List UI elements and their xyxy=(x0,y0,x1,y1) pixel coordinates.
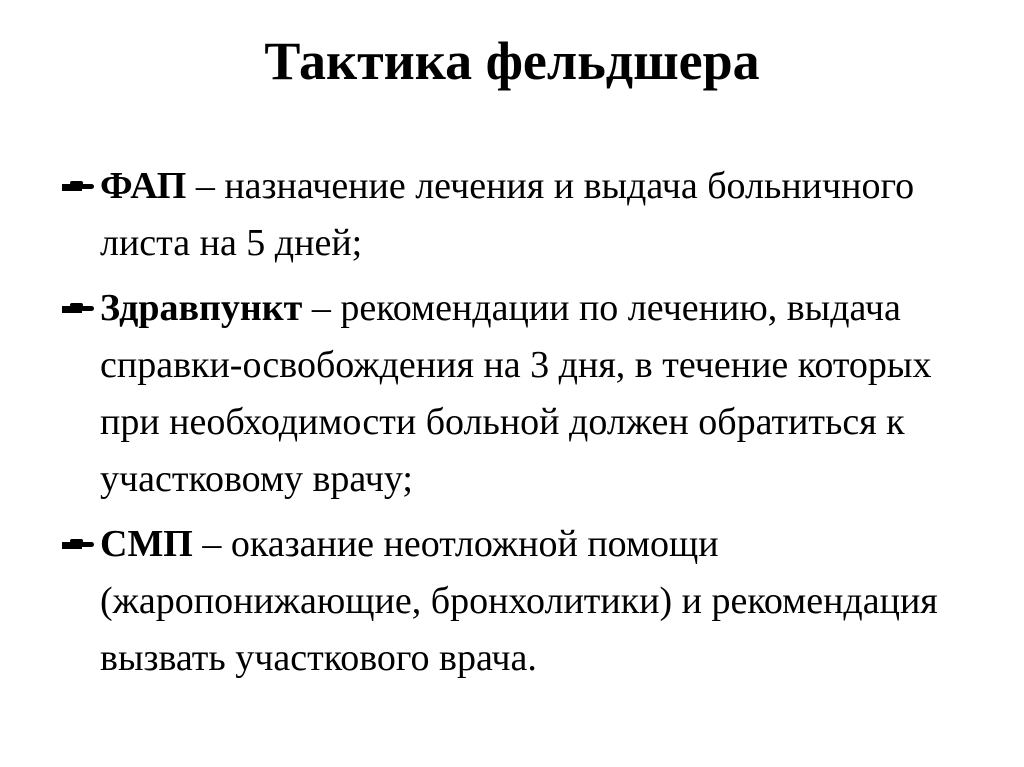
bullet-list xyxy=(62,158,962,695)
list-item-smp xyxy=(62,516,962,687)
pointing-hand-icon xyxy=(62,302,96,316)
bullet-text: – рекомендации по лечению, выдача справки-освобождения на 3 дня, в течение которых при необходимости больной должен обратиться к участковому врачу; xyxy=(100,287,932,500)
list-item-zdravpunkt xyxy=(62,280,962,508)
pointing-hand-icon xyxy=(62,538,96,552)
list-item-fap xyxy=(62,158,962,272)
pointing-hand-icon xyxy=(62,180,96,194)
bullet-term: ФАП xyxy=(100,165,187,207)
bullet-text: – оказание неотложной помощи (жаропонижающие, бронхолитики) и рекомендация вызвать участкового врача. xyxy=(100,523,938,679)
bullet-text: – назначение лечения и выдача больничного листа на 5 дней; xyxy=(100,165,915,264)
bullet-term: Здравпункт xyxy=(100,287,303,329)
bullet-term: СМП xyxy=(100,523,193,565)
slide-title: Тактика фельдшера xyxy=(264,31,760,91)
